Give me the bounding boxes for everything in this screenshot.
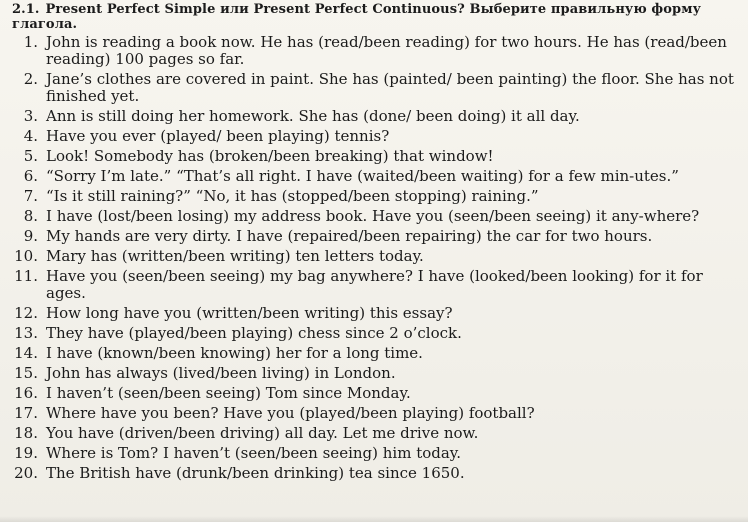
item-number: 14. [14, 344, 38, 362]
list-item [12, 108, 734, 125]
item-number: 15. [14, 364, 38, 382]
item-text: John is reading a book now. He has (read/been reading) for two hours. He has (read/been reading) 100 pages so far. [46, 33, 727, 68]
item-number: 4. [23, 127, 38, 145]
item-text: “Sorry I’m late.” “That’s all right. I have (waited/been waiting) for a few min-utes.” [46, 167, 679, 185]
list-item [12, 148, 734, 165]
item-text: Have you (seen/been seeing) my bag anywhere? I have (looked/been looking) for it for ages. [46, 267, 703, 302]
list-item [12, 365, 734, 382]
exercise-instruction: Present Perfect Simple или Present Perfect Continuous? Выберите правильную форму глагола. [12, 2, 702, 32]
item-text: I haven’t (seen/been seeing) Tom since Monday. [46, 384, 411, 402]
item-text: They have (played/been playing) chess since 2 o’clock. [46, 324, 462, 342]
item-text: Where have you been? Have you (played/been playing) football? [46, 404, 535, 422]
item-text: Ann is still doing her homework. She has (done/ been doing) it all day. [46, 107, 580, 125]
item-text: “Is it still raining?” “No, it has (stopped/been stopping) raining.” [46, 187, 539, 205]
list-item [12, 128, 734, 145]
list-item [12, 34, 734, 68]
item-text: Look! Somebody has (broken/been breaking) that window! [46, 147, 494, 165]
page-edge-shadow [0, 516, 748, 522]
item-number: 12. [14, 304, 38, 322]
item-number: 9. [23, 227, 38, 245]
list-item [12, 71, 734, 105]
item-text: Jane’s clothes are covered in paint. She has (painted/ been painting) the floor. She has not finished yet. [46, 70, 734, 105]
list-item [12, 268, 734, 302]
item-number: 19. [14, 444, 38, 462]
item-number: 1. [23, 33, 38, 51]
item-number: 6. [23, 167, 38, 185]
item-number: 18. [14, 424, 38, 442]
item-text: How long have you (written/been writing) this essay? [46, 304, 453, 322]
item-text: Have you ever (played/ been playing) tennis? [46, 127, 390, 145]
list-item [12, 385, 734, 402]
item-number: 5. [23, 147, 38, 165]
item-number: 11. [14, 267, 38, 285]
item-number: 10. [14, 247, 38, 265]
item-text: I have (known/been knowing) her for a long time. [46, 344, 423, 362]
list-item [12, 168, 734, 185]
exercise-number: 2.1. [12, 2, 40, 17]
exercise-title [12, 2, 734, 32]
list-item [12, 445, 734, 462]
item-text: John has always (lived/been living) in London. [46, 364, 396, 382]
list-item [12, 465, 734, 482]
list-item [12, 345, 734, 362]
item-number: 13. [14, 324, 38, 342]
list-item [12, 425, 734, 442]
item-number: 3. [23, 107, 38, 125]
list-item [12, 405, 734, 422]
item-text: Mary has (written/been writing) ten letters today. [46, 247, 424, 265]
item-number: 20. [14, 464, 38, 482]
list-item [12, 325, 734, 342]
list-item [12, 305, 734, 322]
list-item [12, 208, 734, 225]
item-number: 8. [23, 207, 38, 225]
item-text: I have (lost/been losing) my address book. Have you (seen/been seeing) it any-where? [46, 207, 700, 225]
item-number: 7. [23, 187, 38, 205]
list-item [12, 228, 734, 245]
item-number: 2. [23, 70, 38, 88]
item-text: You have (driven/been driving) all day. Let me drive now. [46, 424, 479, 442]
item-text: My hands are very dirty. I have (repaired/been repairing) the car for two hours. [46, 227, 653, 245]
item-text: Where is Tom? I haven’t (seen/been seeing) him today. [46, 444, 462, 462]
exercise-list [12, 34, 734, 482]
item-text: The British have (drunk/been drinking) tea since 1650. [46, 464, 465, 482]
list-item [12, 248, 734, 265]
item-number: 16. [14, 384, 38, 402]
list-item [12, 188, 734, 205]
item-number: 17. [14, 404, 38, 422]
